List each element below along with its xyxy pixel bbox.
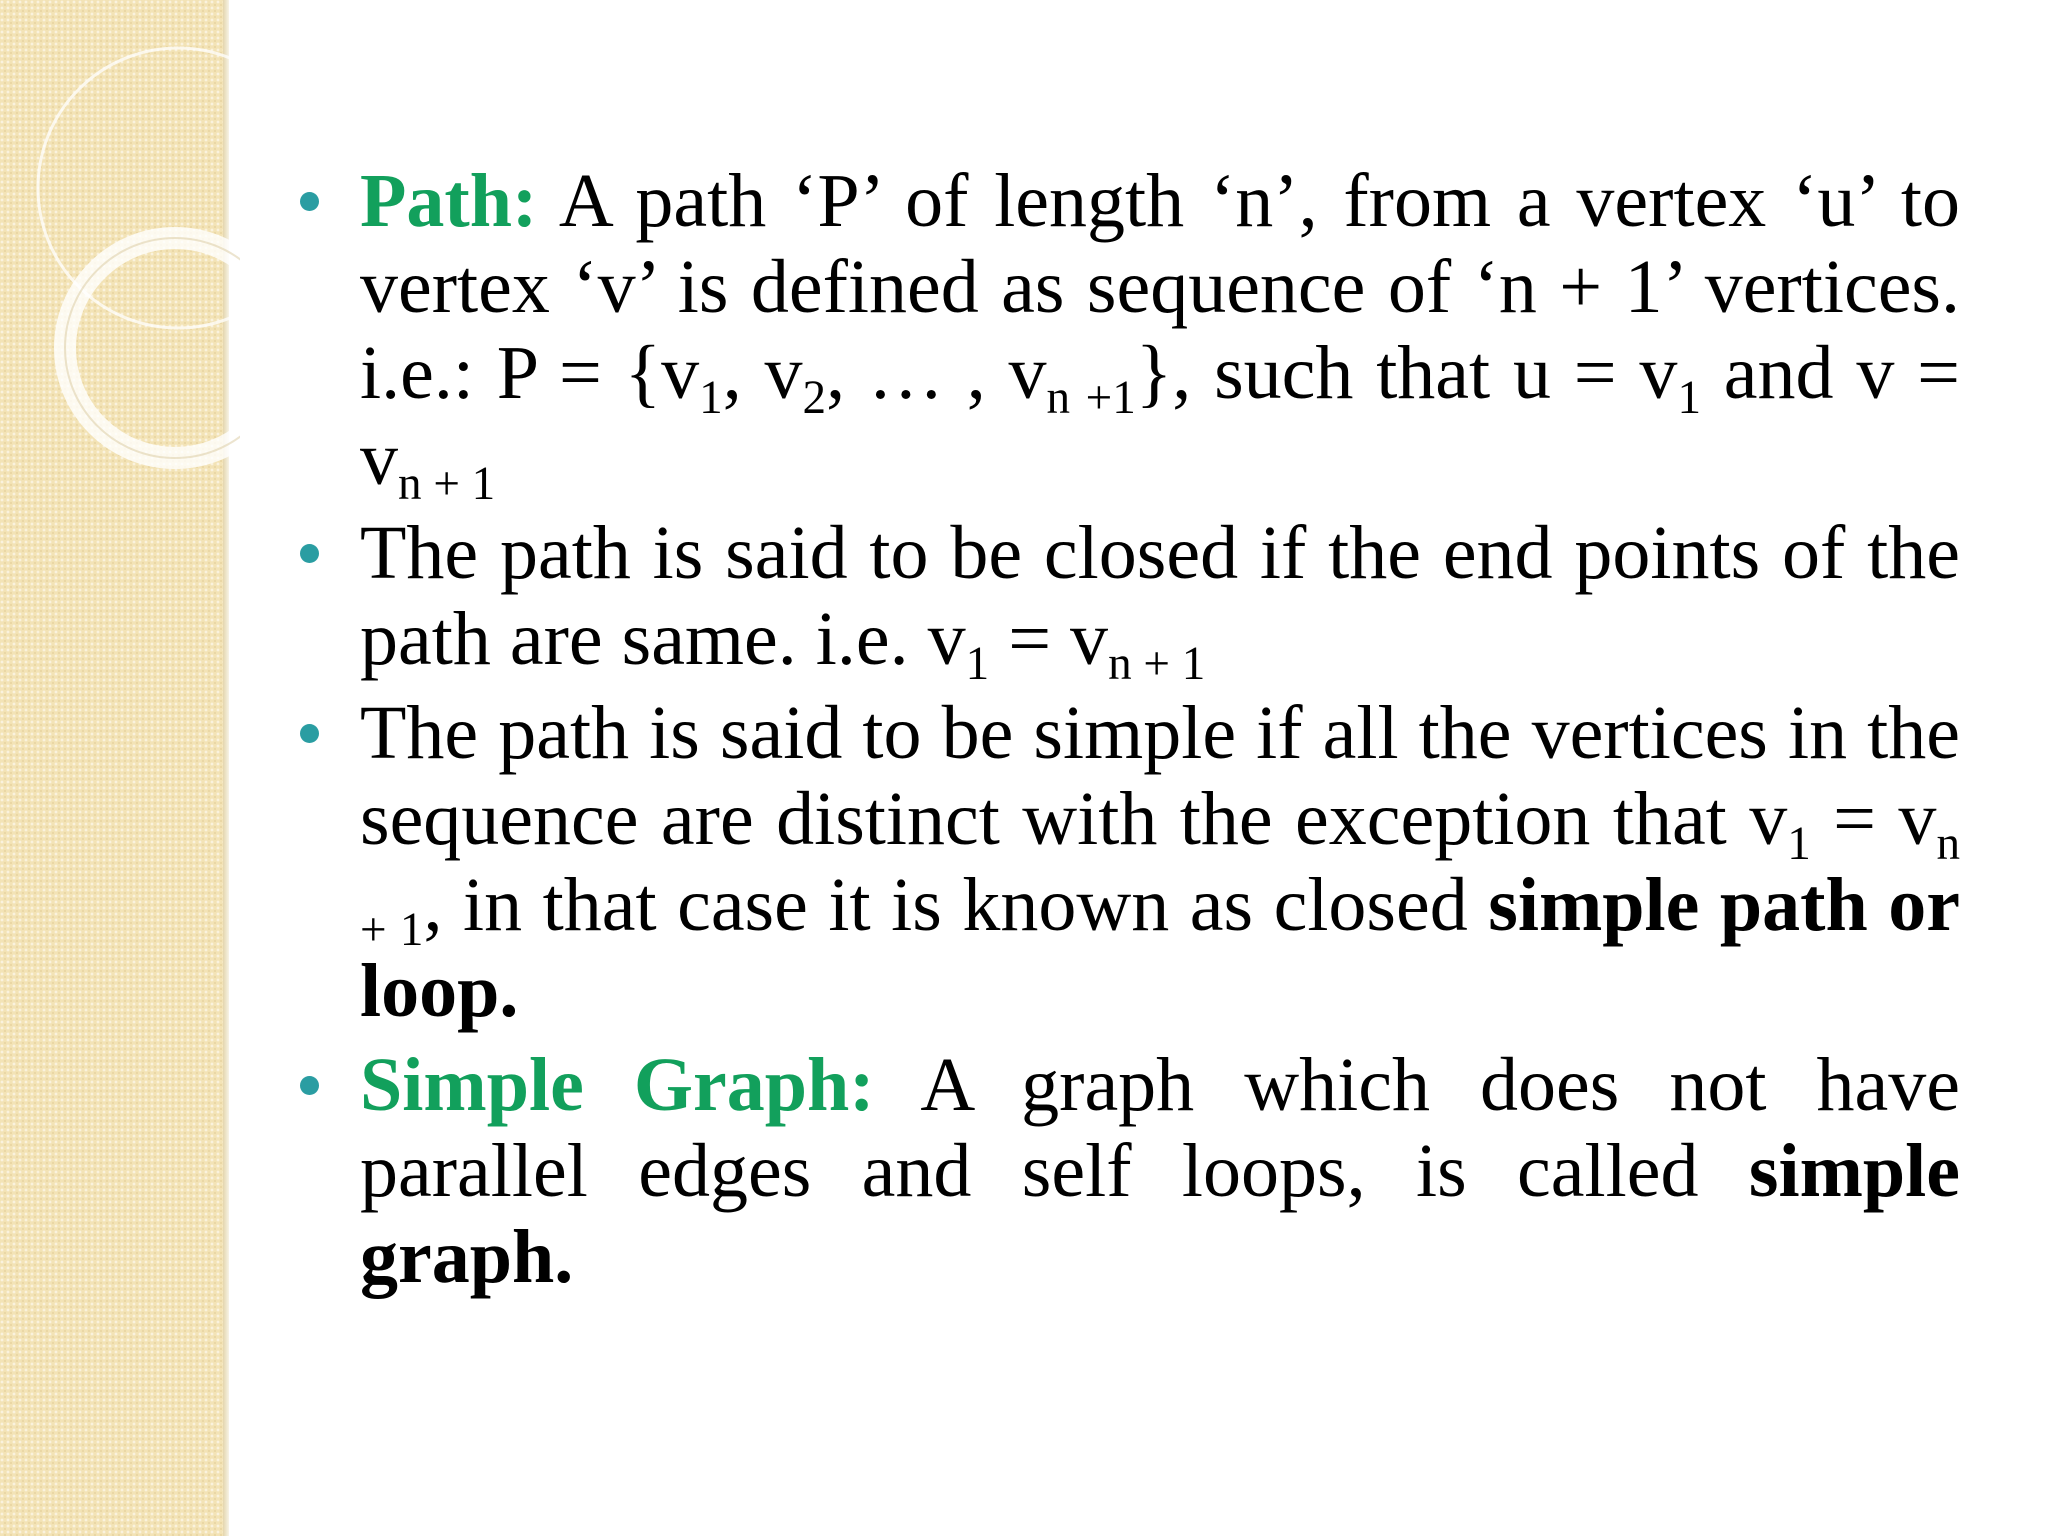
text: , … , v	[826, 331, 1047, 415]
term-path: Path:	[360, 159, 538, 243]
term-simple-graph: Simple Graph:	[360, 1043, 875, 1127]
text: }, such that u = v	[1135, 331, 1678, 415]
bullet-list	[292, 158, 1960, 1300]
bold-text: simple path or loop.	[360, 863, 1961, 1033]
subscript: 2	[802, 372, 827, 425]
subscript: n + 1	[1108, 638, 1206, 691]
bold-text: simple graph.	[360, 1129, 1960, 1299]
text: = v	[989, 597, 1109, 681]
bullet-dot-icon	[300, 1076, 319, 1095]
subscript: 1	[1677, 372, 1701, 425]
bullet-dot-icon	[300, 192, 319, 211]
subscript: 1	[699, 372, 723, 425]
bullet-simple-path	[292, 690, 1960, 1034]
subscript: n + 1	[360, 818, 1960, 957]
subscript: n + 1	[398, 458, 496, 511]
decorative-rings	[0, 0, 240, 520]
bullet-simple-graph	[292, 1042, 1960, 1300]
text: A graph which does not have parallel edges and self loops, is called	[360, 1043, 1960, 1213]
slide-content	[292, 158, 1960, 1308]
bullet-closed-path	[292, 510, 1960, 691]
text: The path is said to be simple if all the vertices in the sequence are distinct with the exception that v	[360, 691, 1960, 861]
subscript: 1	[1787, 818, 1811, 871]
bullet-path-definition	[292, 158, 1961, 511]
text: A path ‘P’ of length ‘n’, from a vertex ‘u’ to vertex ‘v’ is defined as sequence of ‘n + 1’ vertices. i.e.: P = {v	[360, 159, 1960, 415]
text: and v = v	[360, 331, 1961, 501]
subscript: n +1	[1046, 372, 1136, 425]
bullet-dot-icon	[300, 724, 319, 743]
text: The path is said to be closed if the end points of the path are same. i.e. v	[360, 511, 1960, 681]
subscript: 1	[965, 638, 990, 691]
text: = v	[1810, 777, 1937, 861]
text: , in that case it is known as closed	[423, 863, 1489, 947]
text: , v	[722, 331, 803, 415]
bullet-dot-icon	[300, 544, 319, 563]
